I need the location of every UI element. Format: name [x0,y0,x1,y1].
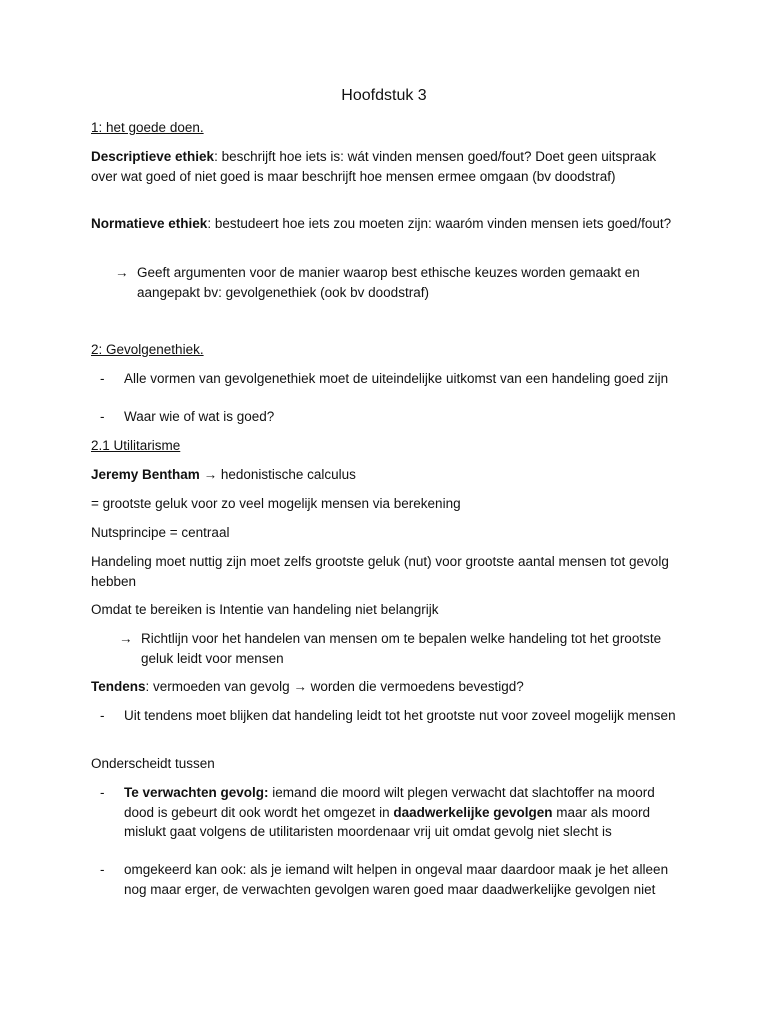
paragraph-bentham [91,465,679,485]
section-heading-2: 2: Gevolgenethiek. [91,342,204,357]
paragraph-handeling: Handeling moet nuttig zijn moet zelfs grootste geluk (nut) voor grootste aantal mensen tot gevolg hebben [91,554,669,589]
list-item [100,783,680,842]
term-tendens: Tendens [91,679,146,694]
list-item-text [124,783,680,842]
text-verwachten-1: iemand die moord wilt plegen verwacht dat slachtoffer na moord dood is gebeurt dit ook wordt het omgezet in [124,785,655,820]
dash-bullet-icon: - [100,785,105,800]
term-jeremy-bentham: Jeremy Bentham [91,467,200,482]
text-tendens-1: : vermoeden van gevolg [145,679,290,694]
paragraph-tendens [91,677,679,697]
list-item [100,369,680,389]
arrow-right-icon: → [293,679,307,694]
arrow-right-icon: → [119,631,133,646]
section-heading-1: 1: het goede doen. [91,120,204,135]
paragraph-onderscheidt: Onderscheidt tussen [91,756,215,771]
paragraph-nutsprincipe: Nutsprincipe = centraal [91,525,230,540]
dash-bullet-icon: - [100,708,105,723]
arrow-right-icon: → [203,467,218,482]
text-hedonistische-calculus: hedonistische calculus [220,467,356,482]
text-tendens-2: worden die vermoedens bevestigd? [310,679,524,694]
arrow-item-argumenten [115,263,675,302]
term-te-verwachten-gevolg: Te verwachten gevolg: [124,785,269,800]
list-item [100,407,680,427]
text-descriptieve-ethiek: : beschrijft hoe iets is: wát vinden mensen goed/fout? Doet geen uitspraak over wat goed of niet goed is maar beschrijft hoe mensen ermee omgaan (bv doodstraf) [91,149,657,184]
dash-bullet-icon: - [100,862,105,877]
paragraph-grootste-geluk: = grootste geluk voor zo veel mogelijk mensen via berekening [91,496,461,511]
arrow-item-text: Geeft argumenten voor de manier waarop best ethische keuzes worden gemaakt en aangepakt bv: gevolgenethiek (ook bv doodstraf) [137,265,640,300]
text-normatieve-ethiek: : bestudeert hoe iets zou moeten zijn: waaróm vinden mensen iets goed/fout? [207,216,672,231]
page-title: Hoofdstuk 3 [341,87,427,104]
list-item [100,706,680,726]
list-item-text: Alle vormen van gevolgenethiek moet de uiteindelijke uitkomst van een handeling goed zijn [124,371,669,386]
dash-bullet-icon: - [100,409,105,424]
paragraph-normatieve-ethiek [91,214,679,234]
section-heading-2-1: 2.1 Utilitarisme [91,438,181,453]
paragraph-descriptieve-ethiek [91,147,679,186]
arrow-item-text: Richtlijn voor het handelen van mensen om te bepalen welke handeling tot het grootste geluk leidt voor mensen [141,631,662,666]
list-item-text: Waar wie of wat is goed? [124,409,275,424]
term-normatieve-ethiek: Normatieve ethiek [91,216,208,231]
dash-bullet-icon: - [100,371,105,386]
arrow-right-icon: → [115,265,129,280]
list-item [100,860,680,899]
list-item-text: Uit tendens moet blijken dat handeling leidt tot het grootste nut voor zoveel mogelijk mensen [124,708,676,723]
paragraph-intentie: Omdat te bereiken is Intentie van handeling niet belangrijk [91,602,439,617]
term-daadwerkelijke-gevolgen: daadwerkelijke gevolgen [393,804,553,820]
arrow-item-richtlijn [119,629,675,668]
term-descriptieve-ethiek: Descriptieve ethiek [91,149,215,164]
text-verwachten-2: maar als moord mislukt gaat volgens de utilitaristen moordenaar vrij uit omdat gevolg niet slecht is [124,804,651,839]
list-item-text: omgekeerd kan ook: als je iemand wilt helpen in ongeval maar daardoor maak je het alleen nog maar erger, de verwachten gevolgen waren goed maar daadwerkelijke gevolgen niet [124,862,669,897]
